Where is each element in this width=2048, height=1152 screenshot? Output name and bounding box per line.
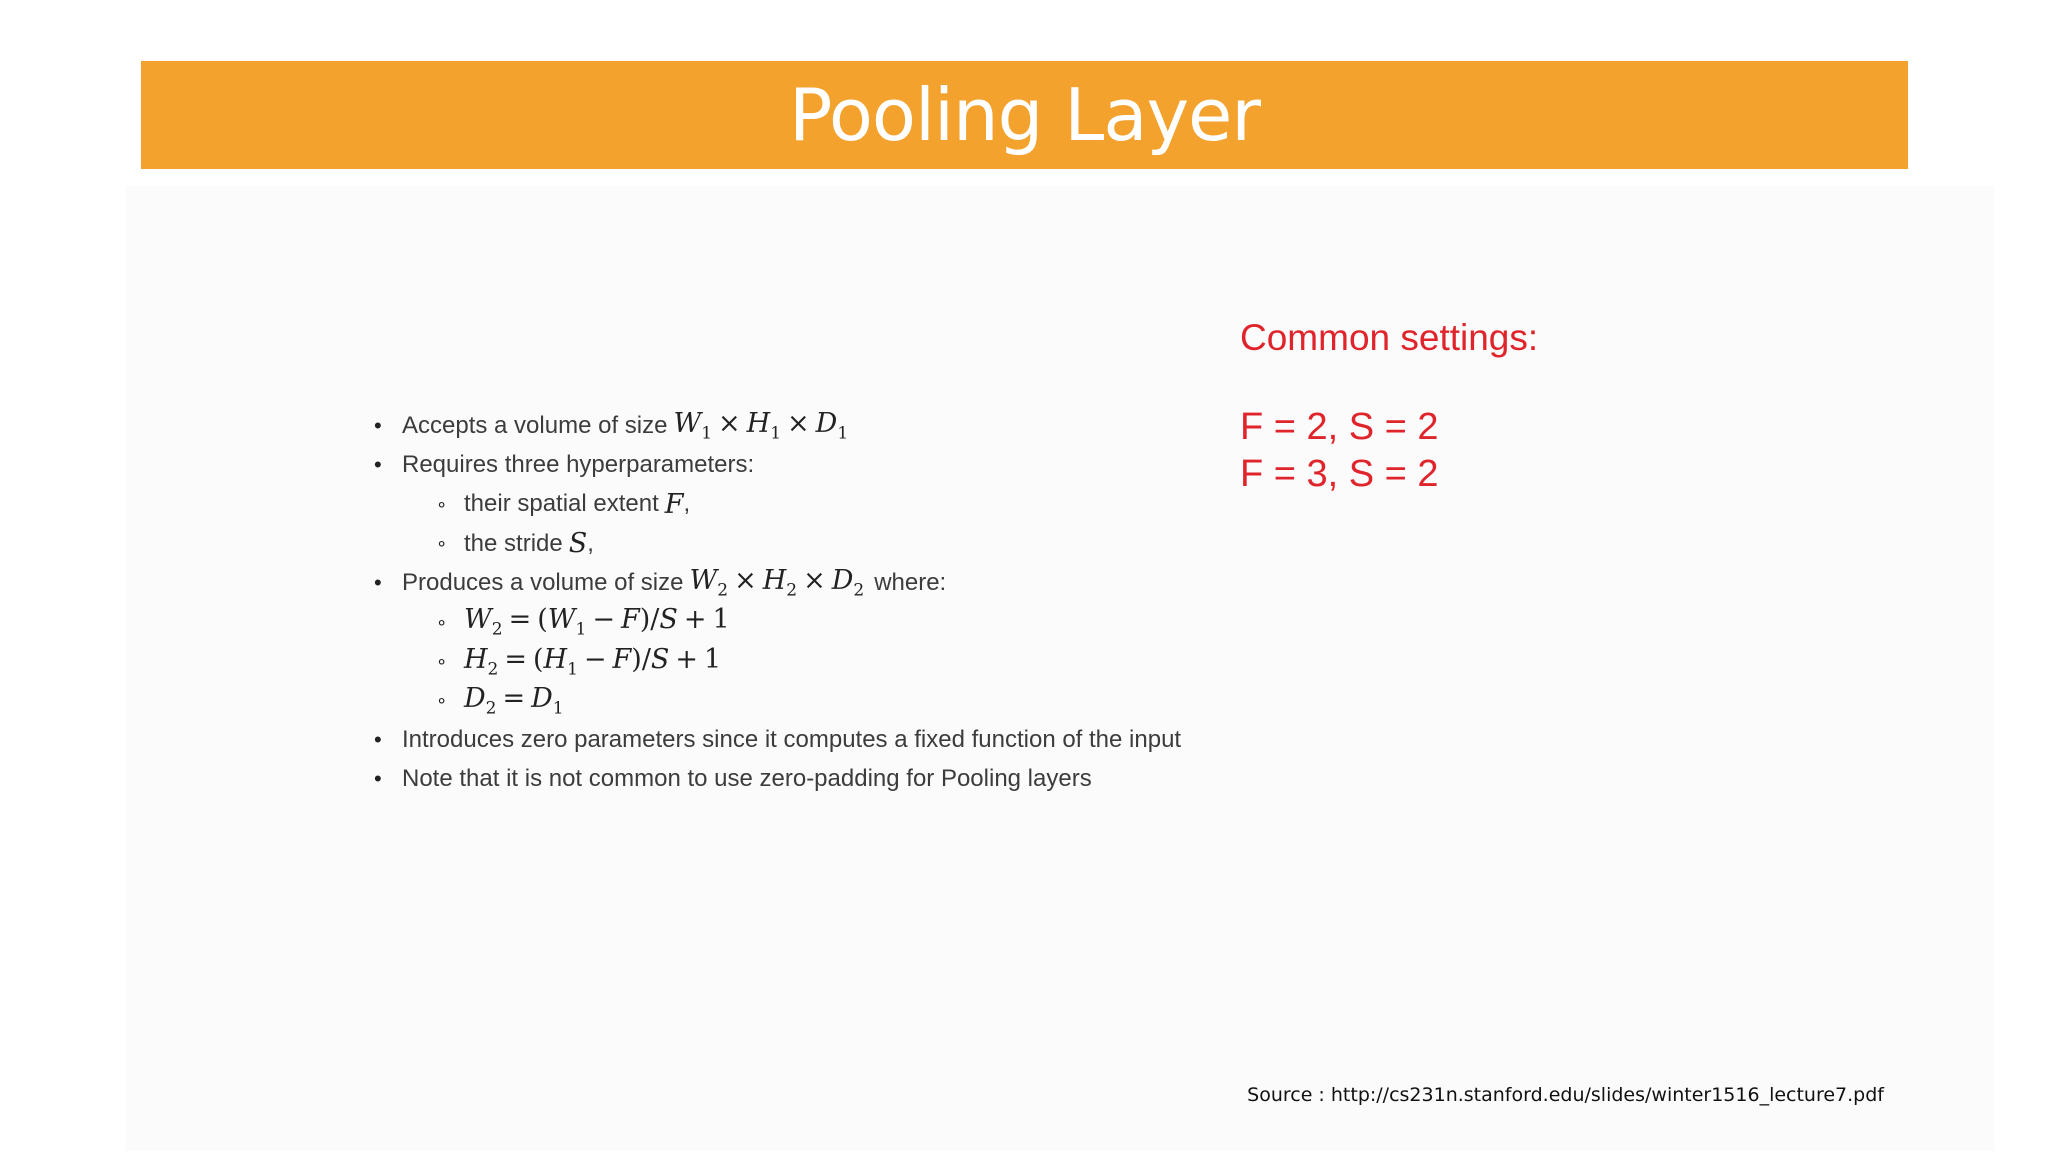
bullet-glyph: • bbox=[374, 727, 382, 753]
bullet-text: Note that it is not common to use zero-padding for Pooling layers bbox=[402, 765, 1092, 793]
bullet-glyph: • bbox=[374, 766, 382, 792]
title-bar bbox=[141, 61, 1908, 169]
input-size-formula: $W_1 \times H_1 \times D_1$ bbox=[673, 407, 849, 444]
height-equation: $H_2 = (H_1 - F)/S + 1$ bbox=[464, 643, 722, 680]
sub-bullet-text: the stride bbox=[464, 529, 563, 557]
bullet-text: Accepts a volume of size bbox=[402, 411, 668, 439]
depth-equation: $D_2 = D_1$ bbox=[464, 683, 564, 719]
source-citation: Source : http://cs231n.stanford.edu/slides/winter1516_lecture7.pdf bbox=[1247, 1084, 1884, 1106]
sub-bullet-depth-equation bbox=[374, 681, 1181, 720]
sub-bullet-glyph: ∘ bbox=[436, 493, 448, 514]
stride-symbol: S bbox=[568, 528, 588, 560]
bullet-hyperparameters bbox=[374, 445, 1181, 484]
bullet-text: Introduces zero parameters since it computes a fixed function of the input bbox=[402, 726, 1182, 754]
common-settings-heading: Common settings: bbox=[1240, 317, 1539, 358]
setting-item: F = 2, S = 2 bbox=[1240, 406, 1439, 448]
sub-bullet-stride: ∘ the stride S , bbox=[436, 528, 594, 560]
sub-bullet-height-equation bbox=[374, 642, 1181, 681]
sub-bullet-spatial-extent: ∘ their spatial extent F , bbox=[436, 488, 691, 520]
common-settings bbox=[1240, 312, 1538, 498]
sub-bullet-glyph: ∘ bbox=[436, 690, 448, 711]
bullet-glyph: • bbox=[374, 569, 382, 595]
output-size-formula: $W_2 \times H_2 \times D_2$ bbox=[689, 565, 865, 601]
bullet-zero-padding-note bbox=[374, 760, 1181, 799]
bullet-zero-parameters bbox=[374, 720, 1181, 759]
bullet-tail: where: bbox=[874, 568, 947, 596]
bullet-text: Requires three hyperparameters: bbox=[402, 450, 755, 478]
bullet-produces-volume bbox=[374, 563, 1181, 602]
bullet-glyph: • bbox=[374, 451, 382, 477]
bullet-glyph: • bbox=[374, 412, 382, 438]
setting-item: F = 3, S = 2 bbox=[1240, 453, 1439, 495]
slide-title: Pooling Layer bbox=[789, 73, 1260, 157]
sub-bullet-width-equation bbox=[374, 602, 1181, 641]
bullet-text: Produces a volume of size bbox=[402, 568, 684, 596]
sub-bullet-glyph: ∘ bbox=[436, 533, 448, 554]
width-equation: $W_2 = (W_1 - F)/S + 1$ bbox=[464, 604, 730, 640]
sub-bullet-text: their spatial extent bbox=[464, 490, 659, 518]
sub-bullet-glyph: ∘ bbox=[436, 611, 448, 632]
sub-bullet-glyph: ∘ bbox=[436, 650, 448, 671]
bullet-accepts-volume bbox=[374, 406, 1181, 445]
spatial-extent-symbol: F bbox=[664, 488, 684, 520]
bullet-list bbox=[374, 406, 1181, 799]
